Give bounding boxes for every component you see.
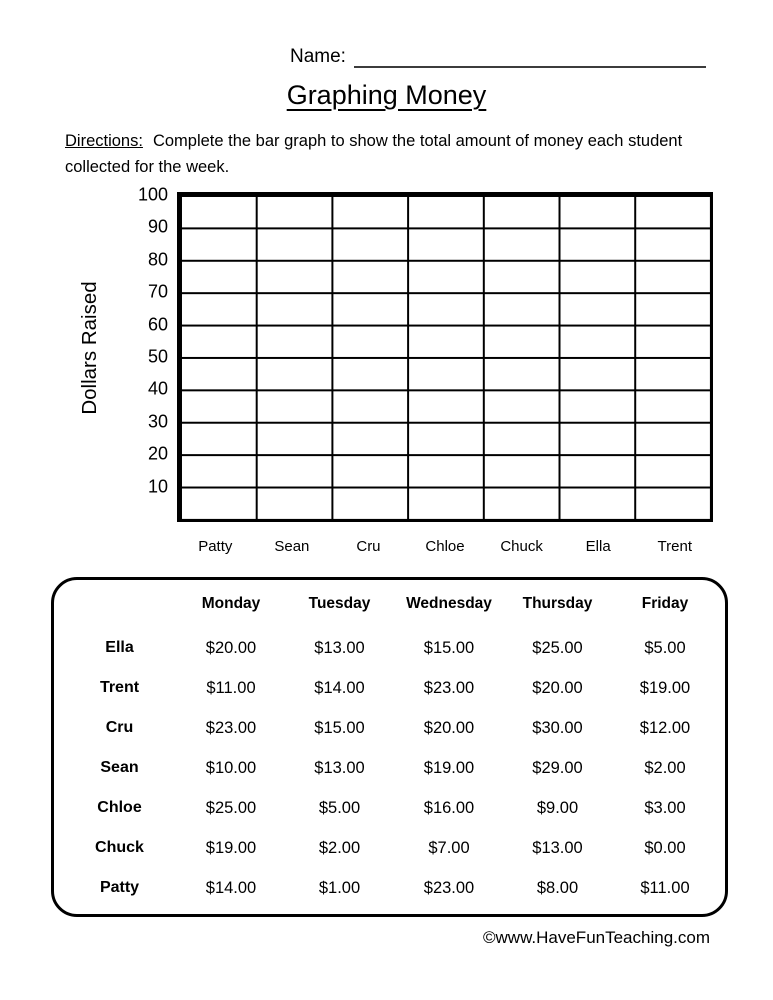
row-header: Ella — [105, 639, 134, 656]
table-cell: $14.00 — [314, 678, 365, 697]
row-header: Trent — [99, 679, 140, 696]
row-header: Sean — [100, 759, 139, 776]
table-cell: $20.00 — [423, 718, 475, 737]
x-axis-label: Ella — [585, 538, 611, 555]
table-cell: $8.00 — [536, 878, 579, 897]
y-tick-label: 40 — [147, 378, 168, 399]
y-tick-label: 30 — [147, 411, 168, 432]
table-cell: $20.00 — [532, 678, 583, 697]
y-tick-label: 50 — [147, 346, 168, 367]
x-axis-label: Patty — [198, 538, 233, 555]
y-tick-label: 80 — [147, 249, 168, 270]
directions — [65, 128, 683, 180]
x-axis-labels — [177, 538, 713, 555]
graph-grid — [177, 192, 713, 522]
x-axis-label: Chloe — [425, 538, 465, 555]
table-cell: $19.00 — [205, 838, 257, 857]
y-axis-ticks — [108, 184, 168, 519]
table-cell: $5.00 — [318, 798, 361, 817]
table-cell: $1.00 — [318, 878, 361, 897]
table-cell: $25.00 — [532, 638, 583, 657]
table-cell: $13.00 — [532, 838, 583, 857]
table-cell: $10.00 — [205, 758, 257, 777]
table-cell: $11.00 — [640, 878, 690, 897]
table-cell: $15.00 — [423, 638, 475, 657]
table-cell: $2.00 — [644, 758, 686, 777]
table-cell: $5.00 — [644, 638, 686, 657]
table-cell: $12.00 — [639, 718, 691, 737]
table-cell: $15.00 — [314, 718, 365, 737]
row-header: Chloe — [97, 799, 142, 816]
table-cell: $13.00 — [314, 758, 365, 777]
table-cell: $20.00 — [205, 638, 257, 657]
copyright: ©www.HaveFunTeaching.com — [482, 928, 710, 947]
table-cell: $29.00 — [532, 758, 583, 777]
row-header: Patty — [99, 879, 140, 896]
name-row — [290, 46, 706, 68]
page-title: Graphing Money — [286, 80, 487, 110]
y-tick-label: 100 — [137, 184, 168, 205]
x-axis-label: Sean — [274, 538, 310, 555]
table-cell: $9.00 — [536, 798, 579, 817]
table-cell: $23.00 — [205, 718, 257, 737]
y-tick-label: 60 — [147, 314, 168, 335]
name-blank-line — [354, 46, 706, 68]
table-cell: $16.00 — [423, 798, 475, 817]
table-cell: $19.00 — [639, 678, 691, 697]
table-cell: $19.00 — [423, 758, 475, 777]
directions-label: Directions: — [65, 132, 143, 150]
column-header: Monday — [201, 595, 261, 612]
table-cell: $14.00 — [205, 878, 257, 897]
y-tick-label: 20 — [147, 443, 168, 464]
table-cell: $25.00 — [205, 798, 257, 817]
table-cell: $2.00 — [318, 838, 361, 857]
table-cell: $13.00 — [314, 638, 365, 657]
table-cell: $30.00 — [532, 718, 583, 737]
y-tick-label: 90 — [147, 216, 168, 237]
column-header: Thursday — [522, 595, 593, 612]
table-cell: $23.00 — [423, 878, 475, 897]
table-cell: $0.00 — [644, 838, 686, 857]
x-axis-label: Chuck — [500, 538, 543, 555]
y-tick-label: 10 — [147, 476, 168, 497]
x-axis-label: Cru — [356, 538, 381, 555]
y-tick-label: 70 — [147, 281, 168, 302]
column-header: Wednesday — [406, 595, 492, 612]
table-cell: $23.00 — [423, 678, 475, 697]
data-table — [51, 577, 728, 917]
table-cell: $11.00 — [206, 678, 256, 697]
table-cell: $7.00 — [428, 838, 470, 857]
table-cell: $3.00 — [644, 798, 686, 817]
x-axis-label: Trent — [657, 538, 692, 555]
y-axis-title: Dollars Raised — [78, 281, 101, 415]
column-header: Tuesday — [308, 595, 371, 612]
row-header: Cru — [105, 719, 134, 736]
directions-text: Complete the bar graph to show the total amount of money each student collected for the week. — [65, 132, 683, 176]
column-header: Friday — [641, 595, 689, 612]
name-label: Name: — [290, 46, 346, 67]
row-header: Chuck — [95, 839, 144, 856]
